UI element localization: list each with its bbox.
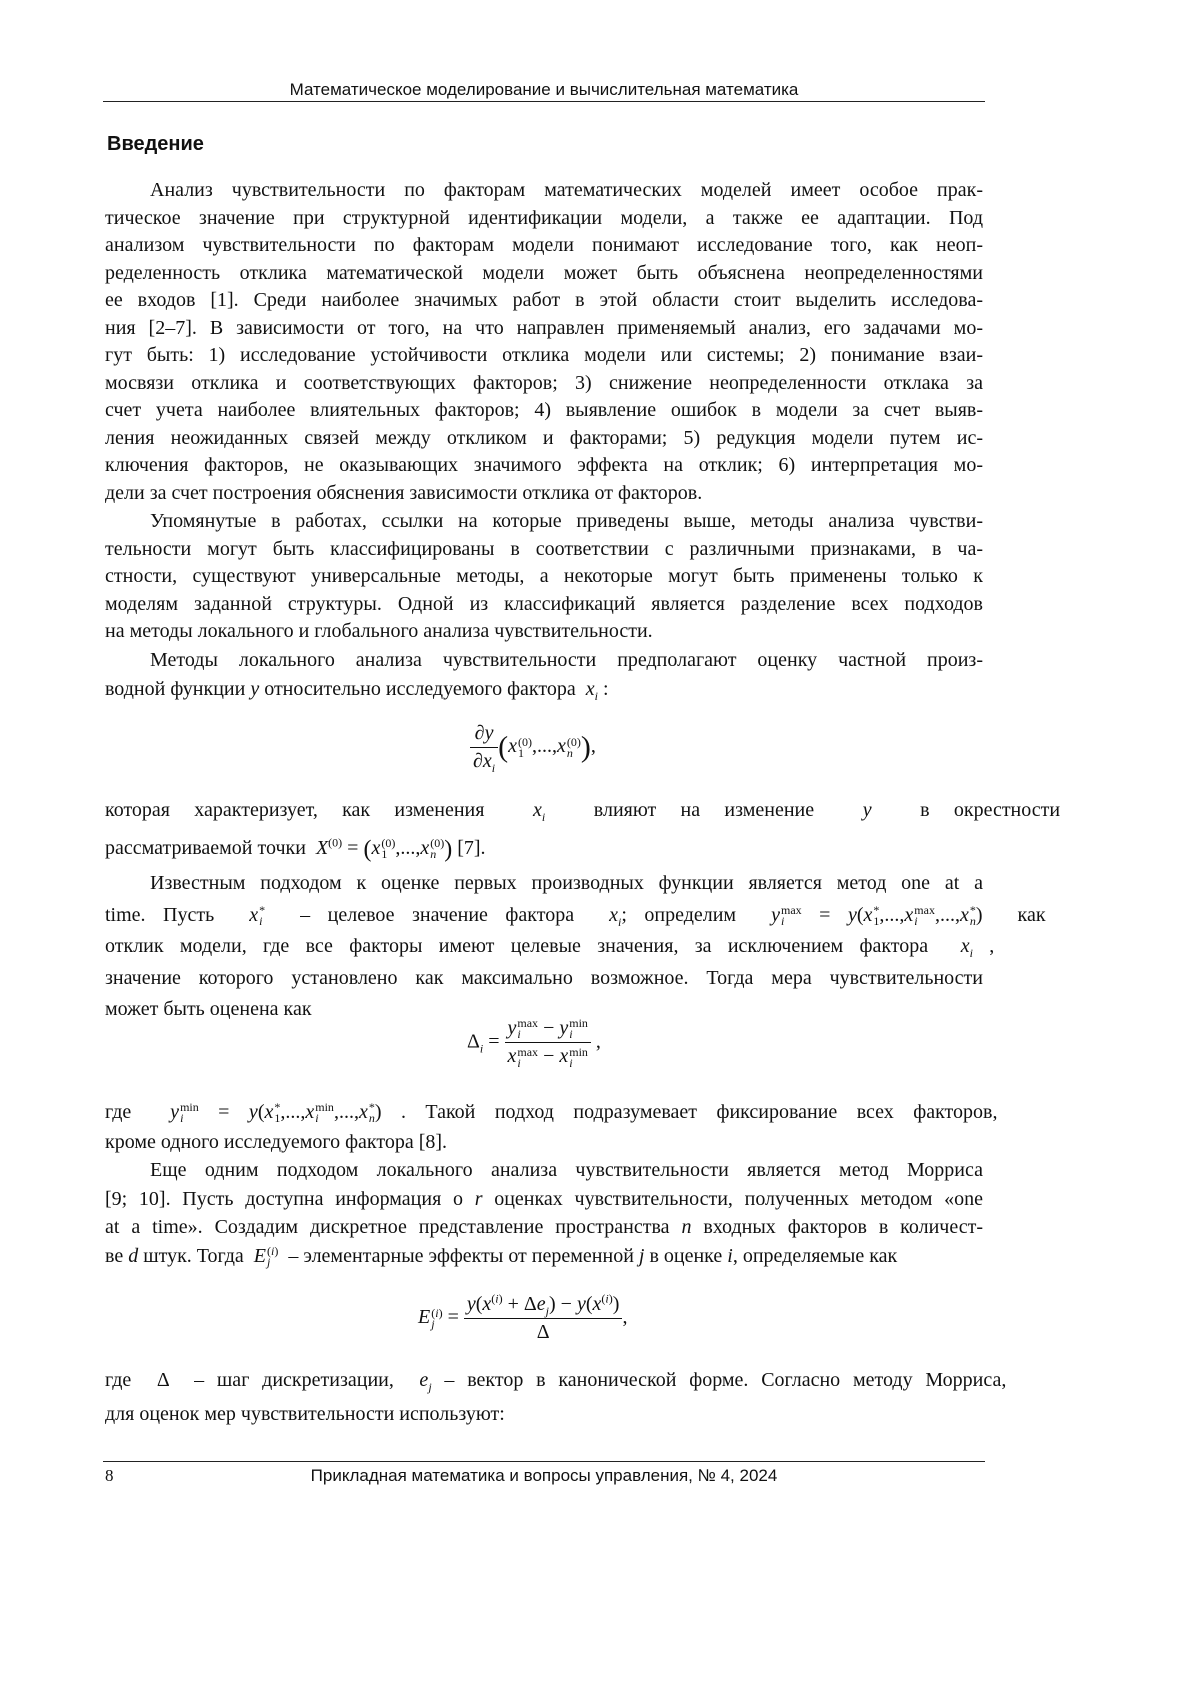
text-line: Анализ чувствительности по факторам математических моделей имеет особое прак- (150, 179, 983, 201)
text-line: для оценок мер чувствительности используют: (105, 1403, 505, 1425)
text-line: ключения факторов, не оказывающих значимого эффекта на отклик; 6) интерпретация мо- (105, 454, 983, 476)
text-line: анализом чувствительности по факторам модели понимают исследование того, как неоп- (105, 234, 983, 256)
text-line: кроме одного исследуемого фактора [8]. (105, 1131, 448, 1153)
text-line: [9; 10]. Пусть доступна информация о r оценках чувствительности, полученных методом «one (105, 1187, 983, 1210)
formula-morris-elementary-effect: E (i) j = $\frac{y(x^{(i)} + \Delta e_j) - y(x^{(i)})}{\Delta}$ , (418, 1291, 628, 1343)
text-line: ния [2–7]. В зависимости от того, на что направлен применяемый анализ, его задачами мо- (105, 316, 983, 339)
text-line: значение которого установлено как максимально возможное. Тогда мера чувствительности (105, 966, 983, 989)
text-line: Методы локального анализа чувствительности предполагают оценку частной произ- (150, 649, 983, 671)
text-line: дели за счет построения обяснения зависимости отклика от факторов. (105, 481, 703, 504)
text-line: на методы локального и глобального анализа чувствительности. (105, 620, 653, 642)
text-line: отклик модели, где все факторы имеют целевые значения, за исключением фактора $x_i$ , (105, 935, 995, 960)
text-line: моделям заданной структуры. Одной из классификаций является разделение всех подходов (105, 592, 983, 615)
section-heading: Введение (107, 133, 204, 155)
text-line: Упомянутые в работах, ссылки на которые приведены выше, методы анализа чувстви- (150, 510, 983, 532)
text-line: тическое значение при структурной идентификации модели, а также ее адаптации. Под (105, 206, 983, 229)
text-line: которая характеризует, как изменения $x_i$ влияют на изменение y в окрестности (105, 799, 1061, 824)
text-line: ления неожиданных связей между откликом и факторами; 5) редукция модели путем ис- (105, 426, 983, 449)
text-line: time. Пусть x * i – целевое значение фактора $x_i$; определим y max i = y(x * 1 ,...,x max i ,...,x * n ) как (105, 902, 1046, 929)
text-line: Известным подходом к оценке первых производных функции является метод one at a (150, 872, 983, 894)
page-number: 8 (105, 1466, 114, 1485)
text-line: ве d штук. Тогда E (i) j – элементарные эффекты от переменной j в оценке i, определяемые как (105, 1243, 898, 1269)
journal-footer: Прикладная математика и вопросы управления, № 4, 2024 (310, 1466, 778, 1485)
text-line: at a time». Создадим дискретное представление пространства n входных факторов в количест- (105, 1216, 984, 1238)
text-line: где y min i = y(x * 1 ,...,x min i ,...,x * n ) . Такой подход подразумевает фиксирование всех факторов, (105, 1100, 998, 1126)
text-line: мосвязи отклика и соответствующих факторов; 3) снижение неопределенности отклака за (105, 371, 983, 394)
text-line: может быть оценена как (105, 998, 312, 1020)
text-line: ее входов [1]. Среди наиболее значимых работ в этой области стоит выделить исследова- (105, 289, 983, 311)
text-line: стности, существуют универсальные методы, а некоторые могут быть применены только к (105, 565, 983, 587)
running-header: Математическое моделирование и вычислительная математика (289, 80, 799, 99)
formula-partial-derivative: $\frac{\partial y}{\partial x_i}$ (x (0) 1 ,...,x (0) n ), (470, 722, 596, 773)
header-rule (103, 101, 985, 102)
formula-sensitivity-delta: $\Delta_i$ = y max i − y min i x max i − x min i , (467, 1016, 601, 1070)
text-line: ределенность отклика математической модели может быть объяснена неопределенностями (105, 261, 983, 284)
text-line: тельности могут быть классифицированы в соответствии с различными признаками, в ча- (105, 537, 983, 560)
footer-rule (103, 1461, 985, 1462)
text-line: где Δ – шаг дискретизации, $e_j$ – вектор в канонической форме. Согласно методу Морриса, (105, 1369, 1007, 1394)
text-line: водной функции y относительно исследуемого фактора $x_i$ : (105, 678, 609, 703)
text-line: счет учета наиболее влиятельных факторов; 4) выявление ошибок в модели за счет выяв- (105, 399, 983, 421)
text-line: Еще одним подходом локального анализа чувствительности является метод Морриса (150, 1159, 983, 1181)
text-line: гут быть: 1) исследование устойчивости отклика модели или системы; 2) понимание взаи- (105, 344, 983, 366)
text-line: рассматриваемой точки $X^{(0)} = (x$ (0) 1 ,...,x (0) n ) [7]. (105, 835, 486, 863)
